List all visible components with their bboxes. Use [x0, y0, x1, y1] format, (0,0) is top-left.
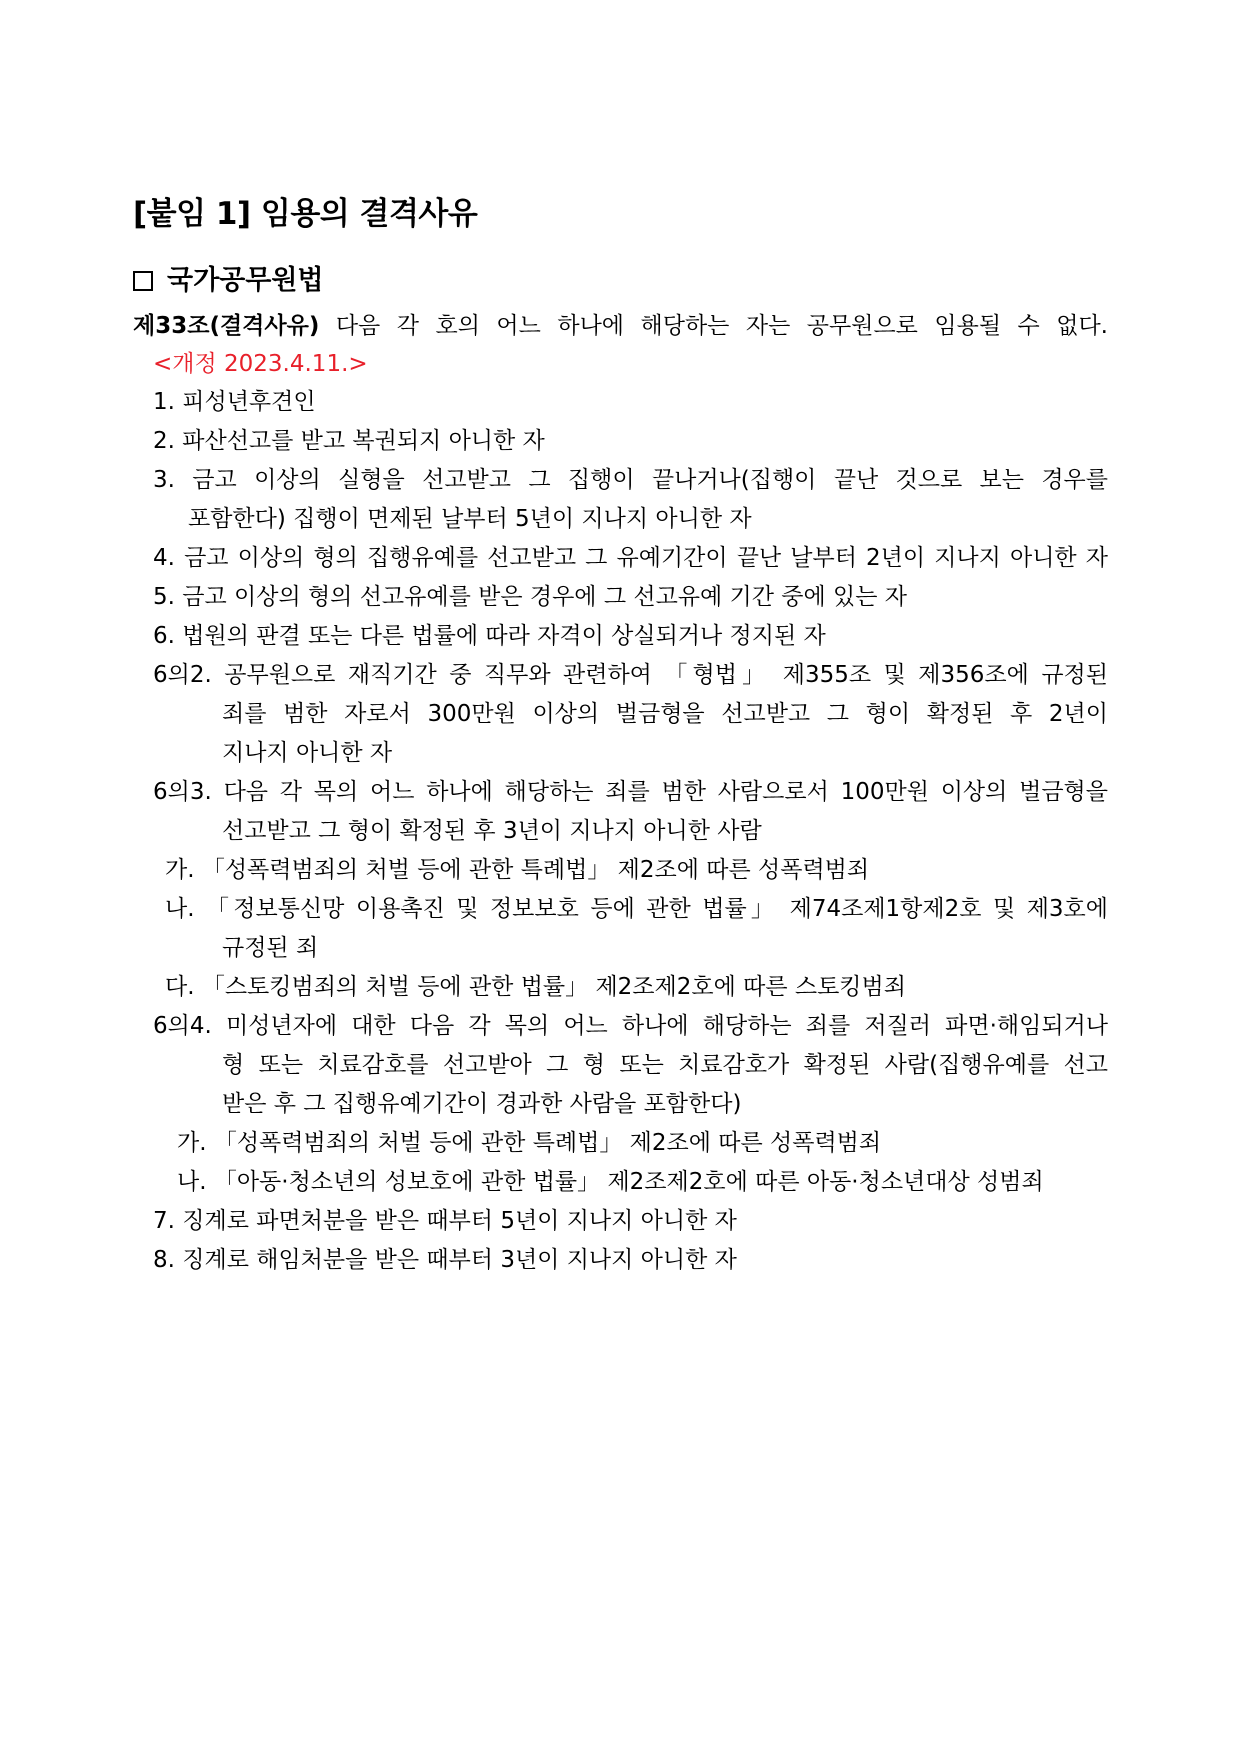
document-title: [붙임 1] 임용의 결격사유: [133, 196, 478, 232]
list-item: 6의4. 미성년자에 대한 다음 각 목의 어느 하나에 해당하는 죄를 저질러 파면·해임되거나: [153, 1013, 1108, 1039]
list-item: 8. 징계로 해임처분을 받은 때부터 3년이 지나지 아니한 자: [153, 1247, 737, 1273]
list-item-continuation: 받은 후 그 집행유예기간이 경과한 사람을 포함한다): [222, 1091, 742, 1117]
list-item: 6. 법원의 판결 또는 다른 법률에 따라 자격이 상실되거나 정지된 자: [153, 623, 826, 649]
section-heading: [133, 258, 324, 297]
article-line: [133, 308, 1108, 344]
list-item-continuation: 포함한다) 집행이 면제된 날부터 5년이 지나지 아니한 자: [188, 506, 752, 532]
amendment-note: <개정 2023.4.11.>: [153, 351, 368, 377]
sub-item: 나. 「정보통신망 이용촉진 및 정보보호 등에 관한 법률」 제74조제1항제2호 및 제3호에: [165, 896, 1108, 922]
sub-item: 나. 「아동·청소년의 성보호에 관한 법률」 제2조제2호에 따른 아동·청소년대상 성범죄: [177, 1169, 1044, 1195]
sub-item: 가. 「성폭력범죄의 처벌 등에 관한 특례법」 제2조에 따른 성폭력범죄: [177, 1130, 882, 1156]
list-item: 6의3. 다음 각 목의 어느 하나에 해당하는 죄를 범한 사람으로서 100만원 이상의 벌금형을: [153, 779, 1108, 805]
list-item-continuation: 형 또는 치료감호를 선고받아 그 형 또는 치료감호가 확정된 사람(집행유예를 선고: [222, 1052, 1108, 1078]
list-item: 1. 피성년후견인: [153, 389, 316, 415]
list-item: 5. 금고 이상의 형의 선고유예를 받은 경우에 그 선고유예 기간 중에 있는 자: [153, 584, 907, 610]
list-item: 7. 징계로 파면처분을 받은 때부터 5년이 지나지 아니한 자: [153, 1208, 737, 1234]
list-item-continuation: 선고받고 그 형이 확정된 후 3년이 지나지 아니한 사람: [222, 818, 762, 844]
sub-item-continuation: 규정된 죄: [222, 935, 319, 961]
list-item: 3. 금고 이상의 실형을 선고받고 그 집행이 끝나거나(집행이 끝난 것으로 보는 경우를: [153, 467, 1108, 493]
section-heading-text: 국가공무원법: [167, 265, 324, 296]
list-item: 2. 파산선고를 받고 복권되지 아니한 자: [153, 428, 545, 454]
list-item-continuation: 죄를 범한 자로서 300만원 이상의 벌금형을 선고받고 그 형이 확정된 후 2년이: [222, 701, 1108, 727]
article-text: 다음 각 호의 어느 하나에 해당하는 자는 공무원으로 임용될 수 없다.: [335, 313, 1108, 339]
sub-item: 가. 「성폭력범죄의 처벌 등에 관한 특례법」 제2조에 따른 성폭력범죄: [165, 857, 870, 883]
sub-item: 다. 「스토킹범죄의 처벌 등에 관한 법률」 제2조제2호에 따른 스토킹범죄: [165, 974, 906, 1000]
list-item: 4. 금고 이상의 형의 집행유예를 선고받고 그 유예기간이 끝난 날부터 2년이 지나지 아니한 자: [153, 545, 1108, 571]
checkbox-square-icon: [133, 271, 153, 291]
list-item-continuation: 지나지 아니한 자: [222, 740, 393, 766]
article-heading: 제33조(결격사유): [133, 313, 320, 339]
list-item: 6의2. 공무원으로 재직기간 중 직무와 관련하여 「형법」 제355조 및 제356조에 규정된: [153, 662, 1108, 688]
